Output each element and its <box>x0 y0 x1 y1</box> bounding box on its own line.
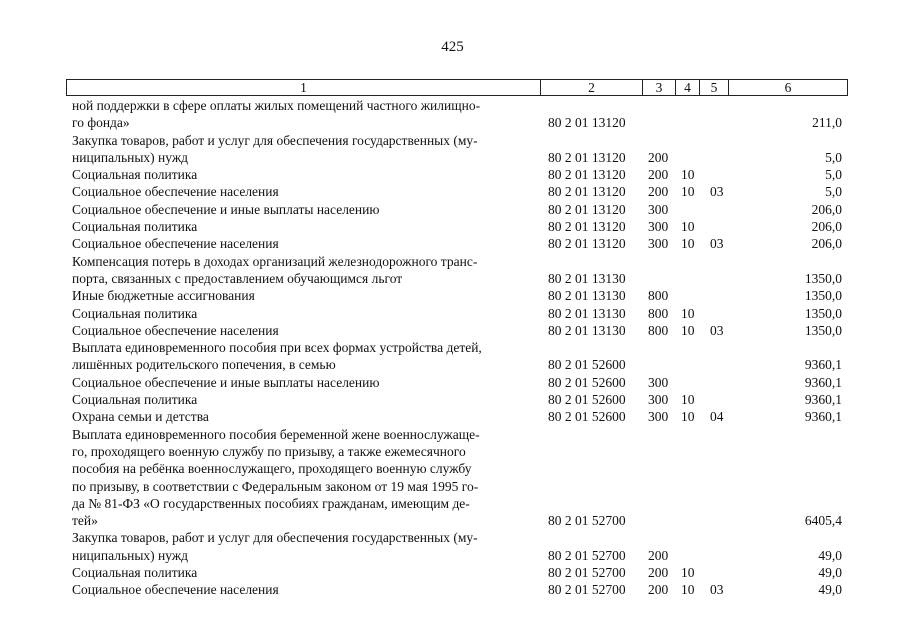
table-row <box>0 322 905 339</box>
table-row <box>0 97 905 132</box>
row-code: 80 2 01 52600 <box>548 409 626 425</box>
row-expense-type: 200 <box>648 184 669 200</box>
row-description <box>72 426 534 530</box>
row-code: 80 2 01 13130 <box>548 270 626 286</box>
row-amount: 9360,1 <box>804 392 842 408</box>
header-cell-2: 2 <box>541 80 643 95</box>
row-code: 80 2 01 13120 <box>548 167 626 183</box>
header-cell-5: 5 <box>700 80 729 95</box>
row-section: 10 <box>681 167 695 183</box>
row-amount: 1350,0 <box>804 288 842 304</box>
table-row <box>0 218 905 235</box>
row-expense-type: 800 <box>648 322 669 338</box>
description-line: Компенсация потерь в доходах организаций железнодорожного транс- <box>72 253 478 269</box>
table-row <box>0 581 905 598</box>
table-row <box>0 132 905 167</box>
row-amount: 9360,1 <box>804 374 842 390</box>
row-code: 80 2 01 52700 <box>548 547 626 563</box>
row-expense-type: 200 <box>648 167 669 183</box>
row-description <box>72 253 534 288</box>
table-row <box>0 305 905 322</box>
row-subsection: 03 <box>710 184 724 200</box>
row-code: 80 2 01 52700 <box>548 565 626 581</box>
row-amount: 1350,0 <box>804 305 842 321</box>
table-row <box>0 253 905 288</box>
table-row <box>0 166 905 183</box>
row-amount: 9360,1 <box>804 409 842 425</box>
row-section: 10 <box>681 236 695 252</box>
description-line: по призыву, в соответствии с Федеральным законом от 19 мая 1995 го- <box>72 478 479 494</box>
description-line: Социальная политика <box>72 167 198 183</box>
row-section: 10 <box>681 392 695 408</box>
row-code: 80 2 01 13120 <box>548 219 626 235</box>
table-body <box>0 97 905 599</box>
row-code: 80 2 01 13120 <box>548 236 626 252</box>
row-description <box>72 305 534 322</box>
table-row <box>0 374 905 391</box>
row-section: 10 <box>681 322 695 338</box>
row-subsection: 03 <box>710 236 724 252</box>
row-amount: 5,0 <box>825 167 842 183</box>
description-line: го, проходящего военную службу по призыву, а также ежемесячного <box>72 443 466 459</box>
description-line: Выплата единовременного пособия при всех формах устройства детей, <box>72 340 482 356</box>
row-description <box>72 218 534 235</box>
row-description <box>72 235 534 252</box>
row-code: 80 2 01 13120 <box>548 115 626 131</box>
row-code: 80 2 01 13120 <box>548 201 626 217</box>
row-description <box>72 166 534 183</box>
table-row <box>0 183 905 200</box>
row-subsection: 03 <box>710 582 724 598</box>
row-code: 80 2 01 13130 <box>548 305 626 321</box>
table-row <box>0 564 905 581</box>
row-amount: 49,0 <box>818 565 842 581</box>
row-description <box>72 374 534 391</box>
row-amount: 5,0 <box>825 184 842 200</box>
row-code: 80 2 01 13120 <box>548 149 626 165</box>
row-amount: 49,0 <box>818 582 842 598</box>
row-description <box>72 183 534 200</box>
row-expense-type: 300 <box>648 374 669 390</box>
table-row <box>0 391 905 408</box>
row-description <box>72 322 534 339</box>
description-line: Закупка товаров, работ и услуг для обеспечения государственных (му- <box>72 132 478 148</box>
row-section: 10 <box>681 184 695 200</box>
description-line: Выплата единовременного пособия беременной жене военнослужаще- <box>72 426 480 442</box>
row-expense-type: 300 <box>648 201 669 217</box>
row-code: 80 2 01 52700 <box>548 513 626 529</box>
row-expense-type: 800 <box>648 305 669 321</box>
row-description <box>72 132 534 167</box>
header-cell-6: 6 <box>784 80 792 95</box>
table-row <box>0 287 905 304</box>
header-cell-3: 3 <box>643 80 676 95</box>
row-description <box>72 564 534 581</box>
row-description <box>72 391 534 408</box>
row-code: 80 2 01 13130 <box>548 288 626 304</box>
table-row <box>0 426 905 530</box>
description-line: Закупка товаров, работ и услуг для обеспечения государственных (му- <box>72 530 478 546</box>
row-amount: 1350,0 <box>804 270 842 286</box>
description-line: Социальное обеспечение и иные выплаты населению <box>72 201 380 217</box>
row-subsection: 03 <box>710 322 724 338</box>
description-line: ниципальных) нужд <box>72 547 189 563</box>
row-amount: 211,0 <box>812 115 842 131</box>
row-description <box>72 408 534 425</box>
row-description <box>72 581 534 598</box>
description-line: Социальное обеспечение населения <box>72 322 279 338</box>
row-expense-type: 300 <box>648 409 669 425</box>
row-description <box>72 529 534 564</box>
row-section: 10 <box>681 305 695 321</box>
row-description <box>72 287 534 304</box>
description-line: Социальное обеспечение населения <box>72 184 279 200</box>
description-line: порта, связанных с предоставлением обучающимся льгот <box>72 270 403 286</box>
description-line: да № 81-ФЗ «О государственных пособиях гражданам, имеющим де- <box>72 495 470 511</box>
description-line: Социальная политика <box>72 305 198 321</box>
row-code: 80 2 01 13130 <box>548 322 626 338</box>
description-line: Иные бюджетные ассигнования <box>72 288 255 304</box>
row-amount: 6405,4 <box>804 513 842 529</box>
row-expense-type: 300 <box>648 219 669 235</box>
description-line: Социальная политика <box>72 565 198 581</box>
row-description <box>72 339 534 374</box>
description-line: Социальное обеспечение населения <box>72 236 279 252</box>
description-line: го фонда» <box>72 115 130 131</box>
row-expense-type: 300 <box>648 392 669 408</box>
row-code: 80 2 01 52600 <box>548 374 626 390</box>
row-description <box>72 201 534 218</box>
description-line: Социальное обеспечение и иные выплаты населению <box>72 374 380 390</box>
row-amount: 1350,0 <box>804 322 842 338</box>
row-amount: 206,0 <box>811 201 842 217</box>
row-expense-type: 300 <box>648 236 669 252</box>
description-line: Социальная политика <box>72 219 198 235</box>
row-section: 10 <box>681 409 695 425</box>
row-expense-type: 200 <box>648 547 669 563</box>
row-subsection: 04 <box>710 409 724 425</box>
description-line: Социальное обеспечение населения <box>72 582 279 598</box>
table-row <box>0 408 905 425</box>
row-code: 80 2 01 52700 <box>548 582 626 598</box>
description-line: тей» <box>72 513 98 529</box>
description-line: ниципальных) нужд <box>72 149 189 165</box>
row-section: 10 <box>681 219 695 235</box>
table-row <box>0 339 905 374</box>
row-amount: 9360,1 <box>804 357 842 373</box>
row-amount: 49,0 <box>818 547 842 563</box>
row-expense-type: 200 <box>648 582 669 598</box>
row-amount: 206,0 <box>811 236 842 252</box>
table-header-row <box>66 79 848 96</box>
row-expense-type: 800 <box>648 288 669 304</box>
row-code: 80 2 01 52600 <box>548 392 626 408</box>
description-line: Охрана семьи и детства <box>72 409 209 425</box>
description-line: пособия на ребёнка военнослужащего, проходящего военную службу <box>72 461 472 477</box>
row-code: 80 2 01 13120 <box>548 184 626 200</box>
table-row <box>0 235 905 252</box>
description-line: Социальная политика <box>72 392 198 408</box>
page-number: 425 <box>441 39 464 55</box>
row-amount: 5,0 <box>825 149 842 165</box>
header-cell-1: 1 <box>67 80 541 95</box>
header-cell-4: 4 <box>676 80 700 95</box>
row-expense-type: 200 <box>648 565 669 581</box>
description-line: лишённых родительского попечения, в семью <box>72 357 336 373</box>
row-section: 10 <box>681 565 695 581</box>
row-expense-type: 200 <box>648 149 669 165</box>
row-section: 10 <box>681 582 695 598</box>
table-row <box>0 201 905 218</box>
row-code: 80 2 01 52600 <box>548 357 626 373</box>
table-row <box>0 529 905 564</box>
row-description <box>72 97 534 132</box>
row-amount: 206,0 <box>811 219 842 235</box>
description-line: ной поддержки в сфере оплаты жилых помещений частного жилищно- <box>72 98 481 113</box>
